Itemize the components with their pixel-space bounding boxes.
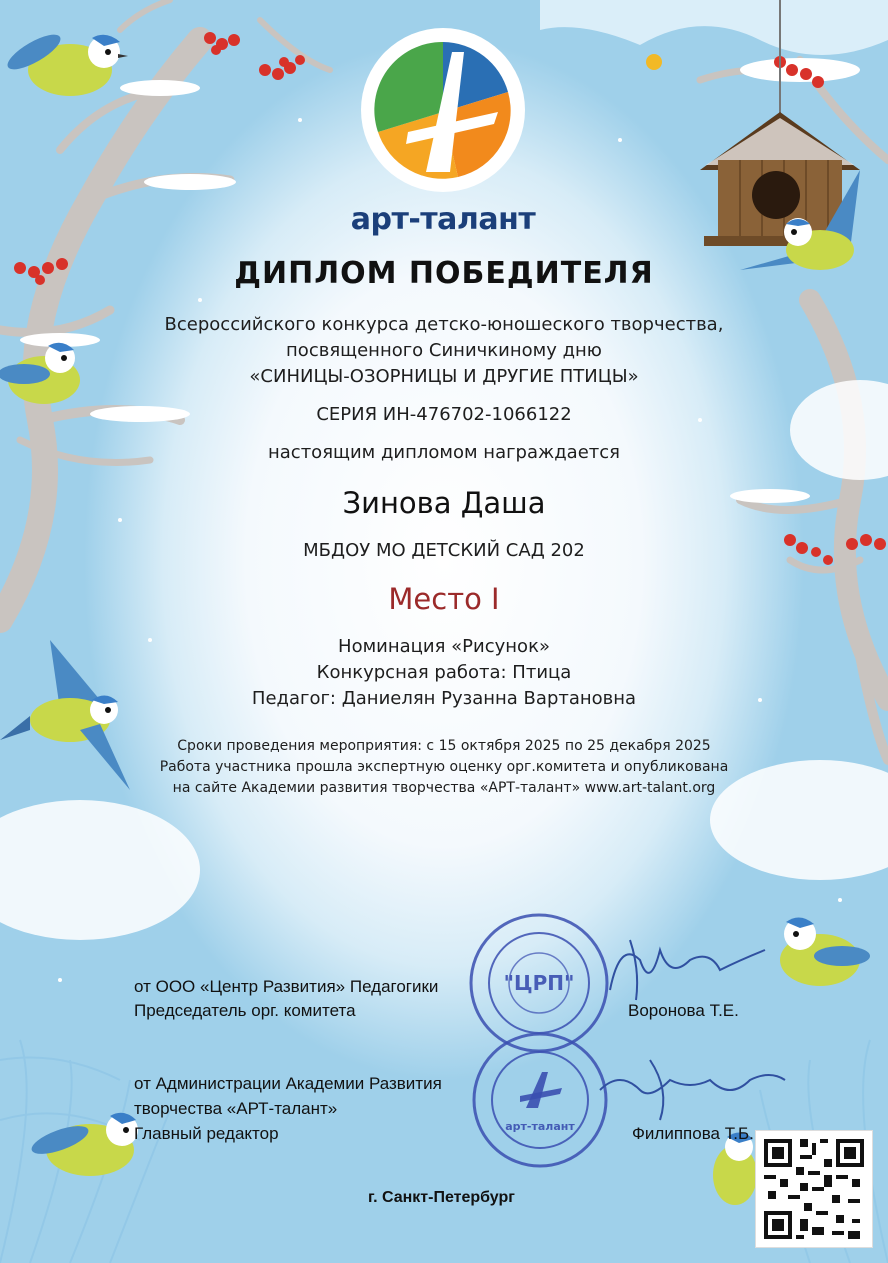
nomination: Номинация «Рисунок» (338, 636, 550, 657)
art-talant-logo (348, 22, 538, 252)
crp-stamp-center-text: "ЦРП" (503, 971, 575, 995)
org2-line-1: от Администрации Академии Развития (134, 1074, 442, 1093)
awarded-text: настоящим дипломом награждается (268, 442, 620, 463)
contest-line-3: «СИНИЦЫ-ОЗОРНИЦЫ И ДРУГИЕ ПТИЦЫ» (249, 366, 639, 387)
institution: МБДОУ МО ДЕТСКИЙ САД 202 (303, 540, 585, 561)
review-line-2: на сайте Академии развития творчества «АРТ-талант» www.art-talant.org (172, 780, 716, 796)
org1-person: Воронова Т.Е. (628, 1001, 739, 1020)
logo-brand-text: арт-талант (350, 202, 536, 237)
org1-line-1: от ООО «Центр Развития» Педагогики (134, 977, 439, 996)
city: г. Санкт-Петербург (368, 1189, 515, 1206)
competition-work: Конкурсная работа: Птица (316, 662, 572, 683)
qr-code-icon (756, 1131, 872, 1247)
art-talant-stamp-icon (470, 1030, 610, 1170)
teacher: Педагог: Даниелян Рузанна Вартановна (251, 688, 637, 709)
art-talant-stamp-text: арт-талант (505, 1120, 575, 1133)
qr-code[interactable] (755, 1130, 873, 1248)
signature-filippova-icon (590, 1050, 790, 1130)
contest-line-2: посвященного Синичкиному дню (286, 340, 602, 361)
org1-line-2: Председатель орг. комитета (134, 1001, 356, 1020)
org2-line-2: творчества «АРТ-талант» (134, 1099, 338, 1118)
place-award: Место I (388, 582, 500, 616)
signature-voronova-icon (600, 930, 770, 1010)
org2-line-3: Главный редактор (134, 1124, 279, 1143)
org2-person: Филиппова Т.Б. (632, 1124, 754, 1143)
review-line-1: Работа участника прошла экспертную оценку орг.комитета и опубликована (159, 759, 729, 775)
contest-line-1: Всероссийского конкурса детско-юношеского творчества, (164, 314, 724, 335)
recipient-name: Зинова Даша (342, 486, 546, 520)
event-dates: Сроки проведения мероприятия: с 15 октября 2025 по 25 декабря 2025 (177, 738, 711, 754)
diploma-title: ДИПЛОМ ПОБЕДИТЕЛЯ (234, 256, 654, 291)
series-number: СЕРИЯ ИН-476702-1066122 (316, 404, 572, 425)
